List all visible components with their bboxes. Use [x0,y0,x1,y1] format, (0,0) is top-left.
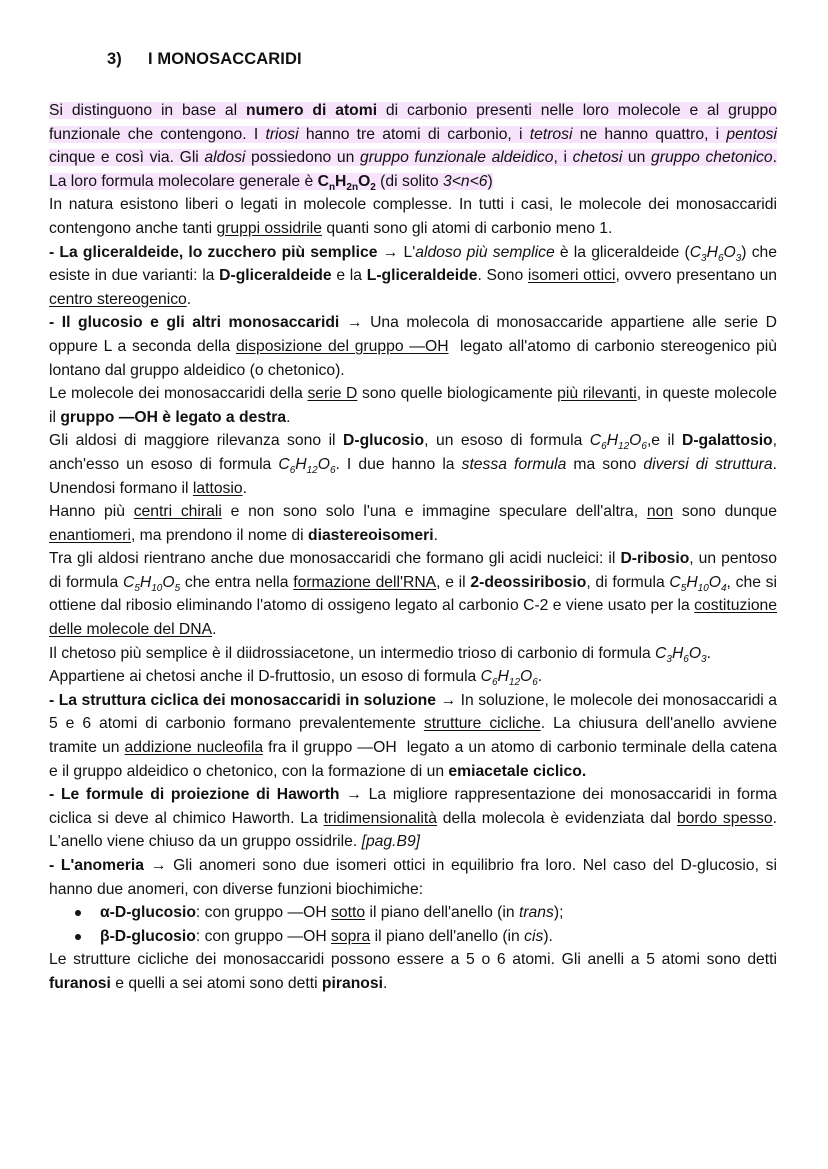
text-run: ) [487,172,493,190]
text-run: di carbonio presenti nelle loro molecole e al gruppo funzionale che contengono. I [49,102,777,143]
text-run: O [629,432,642,450]
text-run: . Sono [477,267,528,285]
text-run: O [708,573,721,591]
text-run: 3 [735,252,742,264]
highlighted-text [49,102,777,193]
text-run: . [537,668,543,686]
text-run: diastereoisomeri [308,526,434,544]
text-run: tetrosi [529,125,573,143]
text-run: 6 [532,677,538,689]
text-run: O [162,573,175,591]
text-run: , un esoso di formula [424,432,590,450]
text-run: disposizione del gruppo —OH [235,337,449,355]
formula [669,573,727,595]
bullet-dot-icon [75,934,81,940]
paragraph-cyclic-structure [49,689,782,783]
text-run: . L'anello viene chiuso da un gruppo ossidrile. [49,809,777,851]
formula [589,432,647,453]
text-run: H [686,573,698,591]
paragraph-rings [49,948,777,995]
text-run: - L'anomeria [49,857,144,874]
text-run: → Una molecola di monosaccaride appartiene alle serie D oppure L a seconda della [49,314,777,355]
text-run: un [622,149,651,167]
text-run: trans [518,904,554,922]
text-run: . I due hanno la [335,455,462,473]
text-run: Tra gli aldosi rientrano anche due monosaccaridi che formano gli acidi nucleici: il [49,550,621,568]
text-run: 10 [697,583,709,595]
text-run: C [655,644,667,662]
text-run: D-galattosio [682,432,773,450]
bullet-dot-icon [75,910,81,916]
text-run: . [286,408,291,426]
text-run: legato all'atomo di carbonio stereogenico più lontano dal gruppo aldeidico (o chetonico). [49,337,782,379]
text-run: C [317,172,329,190]
formula [278,455,336,477]
text-run: Il chetoso più semplice è il diidrossiacetone, un intermedio trioso di carbonio di formula [49,644,656,662]
text-run: H [139,573,152,591]
text-run: O [317,455,330,473]
text-run: C [589,432,602,450]
text-run: C [689,243,702,261]
text-run: , che si ottiene dal ribosio eliminando l'atomo di ossigeno legato al carbonio C-2 e viene usato per la [49,573,777,615]
text-run: serie D [307,385,358,403]
text-run: gruppo funzionale aldeidico [359,149,554,167]
text-run: O [688,644,702,662]
text-run: D-ribosio [620,550,690,568]
text-run: . La chiusura dell'anello avviene tramite un [49,715,777,757]
text-run: → Gli anomeri sono due isomeri ottici in equilibrio fra loro. Nel caso del D-glucosio, si hanno due anomeri, con diverse funzioni biochimiche: [49,857,777,898]
text-run: ma sono [566,455,644,473]
text-run: gruppo —OH è legato a destra [60,408,287,426]
text-run: C [122,573,135,591]
text-run: tridimensionalità [323,809,437,827]
page-reference: [pag.B9] [361,833,421,851]
text-run: non [646,503,674,521]
formula [480,668,538,689]
text-run: sopra [331,927,371,945]
text-run: Le strutture cicliche dei monosaccaridi possono essere a 5 o 6 atomi. Gli anelli a 5 atomi sono detti [49,951,777,969]
text-run: H [497,668,509,686]
text-run: H [295,455,307,473]
text-run: O [723,243,736,261]
text-run: piranosi [321,974,383,992]
text-run: ) che esiste in due varianti: la [49,243,777,285]
text-run: ). [543,927,553,945]
text-run: addizione nucleofila [124,739,264,757]
text-run: Hanno più [49,503,134,521]
text-run: 3 [701,653,707,665]
formula [689,243,742,264]
text-run: il piano dell'anello (in [370,927,525,945]
text-run: della molecola è evidenziata dal [436,809,677,827]
paragraph-fructose [49,665,777,689]
text-run: pentosi [726,125,777,143]
text-run: - La gliceraldeide, lo zucchero più semplice [49,243,378,261]
list-item [49,901,777,925]
text-run: 10 [151,583,163,595]
text-run: α-D-glucosio [100,904,196,922]
text-run: che entra nella [180,573,294,591]
text-run: sono quelle biologicamente [357,385,558,403]
text-run: 5 [134,583,140,595]
text-run: e quelli a sei atomi sono detti [110,974,322,992]
text-run: . La loro formula molecolare generale è [49,149,777,190]
text-run: H [606,432,619,450]
text-run: centri chirali [133,503,222,521]
text-run: ,e il [646,432,682,450]
paragraph-classification [49,99,777,193]
text-run: . [382,974,388,992]
text-run: - La struttura ciclica dei monosaccaridi in soluzione [49,691,436,709]
paragraph-series-d [49,382,777,429]
text-run: 6 [683,653,689,665]
text-run: bordo spesso [676,809,773,827]
text-run: D-gliceraldeide [219,267,332,285]
text-run: L-gliceraldeide [366,267,478,285]
formula [122,573,181,595]
paragraph-glucose [49,311,782,382]
text-run: 2n [346,181,359,193]
text-run: : con gruppo —OH [195,927,332,945]
text-run: 6 [601,441,607,453]
text-run: , ma prendono il nome di [130,526,308,544]
text-run: centro stereogenico [49,290,187,308]
text-run: sotto [331,904,366,922]
text-run: costituzione delle molecole del DNA [49,597,777,639]
text-run: emiacetale ciclico. [448,762,587,780]
text-run: stessa formula [461,455,567,473]
text-run: cinque e così via. Gli [49,149,205,167]
text-run: è la gliceraldeide ( [554,243,690,261]
text-run: : con gruppo —OH [195,904,332,922]
text-run: 12 [508,677,521,689]
text-run: - Il glucosio e gli altri monosaccaridi [49,314,340,332]
text-run: . Unendosi formano il [49,455,777,497]
text-run: 3 [701,252,707,264]
text-run: H [335,172,347,190]
text-run: → La migliore rappresentazione dei monosaccaridi in forma ciclica si deve al chimico Haworth. La [49,786,777,827]
text-run: , e il [436,573,471,591]
text-run: sono dunque [673,503,777,521]
text-run: (di solito [375,172,443,190]
text-run: 3<n<6 [442,172,488,190]
text-run: lattosio [192,479,243,497]
list-item [49,925,777,949]
text-run: , in queste molecole il [49,385,778,426]
text-run: 3 [666,653,672,665]
paragraph-haworth [49,783,777,854]
paragraph-nature [49,193,777,240]
text-run: . [242,479,247,497]
text-run: ne hanno quattro, i [572,125,727,143]
text-run: , anch'esso un esoso di formula [49,432,777,473]
text-run: 6 [491,677,498,689]
text-run: O [358,172,371,190]
text-run: → In soluzione, le molecole dei monosaccaridi a 5 e 6 atomi di carbonio formano prevalentemente [49,691,777,733]
text-run: . [706,644,711,662]
text-run: D-glucosio [343,432,425,450]
text-run: isomeri ottici [527,267,616,285]
text-run: chetosi [572,149,623,167]
text-run: e la [331,267,367,285]
text-run: , di formula [586,573,670,591]
text-run: 6 [289,465,296,477]
text-run: In natura esistono liberi o legati in molecole complesse. In tutti i casi, le molecole dei monosaccaridi contengono anche tanti [49,196,777,237]
text-run: 12 [618,441,630,453]
text-run: hanno tre atomi di carbonio, i [298,125,530,143]
text-run: , ovvero presentano un [615,267,778,285]
section-heading [107,50,302,69]
text-run: C [278,455,290,473]
text-run: aldosi [204,149,246,167]
text-run: enantiomeri [49,526,131,544]
text-run: H [706,243,718,261]
text-run: 5 [680,583,687,595]
text-run: 6 [641,441,647,453]
text-run: numero di atomi [246,102,378,119]
text-run: gruppo chetonico [651,149,773,167]
text-run: furanosi [49,974,111,992]
paragraph-anomeria [49,854,777,901]
text-run: Appartiene ai chetosi anche il D-fruttosio, un esoso di formula [49,668,481,686]
text-run: più rilevanti [557,385,637,403]
text-run: 4 [720,583,727,595]
text-run: n [328,181,336,193]
text-run: Le molecole dei monosaccaridi della [49,385,308,403]
paragraph-chiral-centers [49,500,777,547]
text-run: 6 [717,252,724,264]
text-run: triosi [265,125,299,143]
text-run: . [433,526,438,544]
text-run: 2 [370,181,376,193]
paragraph-ketose [49,642,777,666]
formula [655,644,707,665]
section-title: I MONOSACCARIDI [148,50,302,68]
text-run: , i [553,149,573,167]
text-run: 6 [329,465,336,477]
body-text [49,99,782,996]
text-run: β-D-glucosio [100,927,196,945]
text-run: , un pentoso di formula [49,550,777,591]
text-run: ); [553,904,564,922]
general-formula [317,172,376,193]
paragraph-glyceraldehyde [49,241,777,312]
paragraph-nucleic-acids [49,547,777,641]
text-run: aldoso più semplice [415,243,555,261]
text-run: → L' [377,243,416,261]
anomer-list [49,901,777,948]
text-run: . [186,290,192,308]
text-run: 5 [174,583,181,595]
text-run: il piano dell'anello (in [365,904,519,922]
text-run: gruppi ossidrile [216,219,322,237]
text-run: strutture cicliche [423,715,541,733]
text-run: Gli aldosi di maggiore rilevanza sono il [49,432,344,450]
text-run: Si distinguono in base al [49,102,246,119]
text-run: C [669,573,681,591]
text-run: 12 [306,465,318,477]
text-run: quanti sono gli atomi di carbonio meno 1. [321,219,613,237]
text-run: e non sono solo l'una e immagine speculare dell'altra, [221,503,647,521]
text-run: fra il gruppo —OH legato a un atomo di carbonio terminale della catena e il gruppo aldeidico o chetonico, con la formazione di un [49,739,782,780]
text-run: . [212,621,217,639]
paragraph-aldoses [49,429,777,500]
text-run: formazione dell'RNA [293,573,437,591]
text-run: possiedono un [245,149,360,167]
text-run: H [671,644,684,662]
section-number: 3) [107,50,122,68]
text-run: O [520,668,533,686]
text-run: - Le formule di proiezione di Haworth [49,786,340,804]
text-run: C [480,668,492,686]
text-run: 2-deossiribosio [470,573,587,591]
text-run: cis [524,927,544,945]
text-run: diversi di struttura [643,455,773,473]
